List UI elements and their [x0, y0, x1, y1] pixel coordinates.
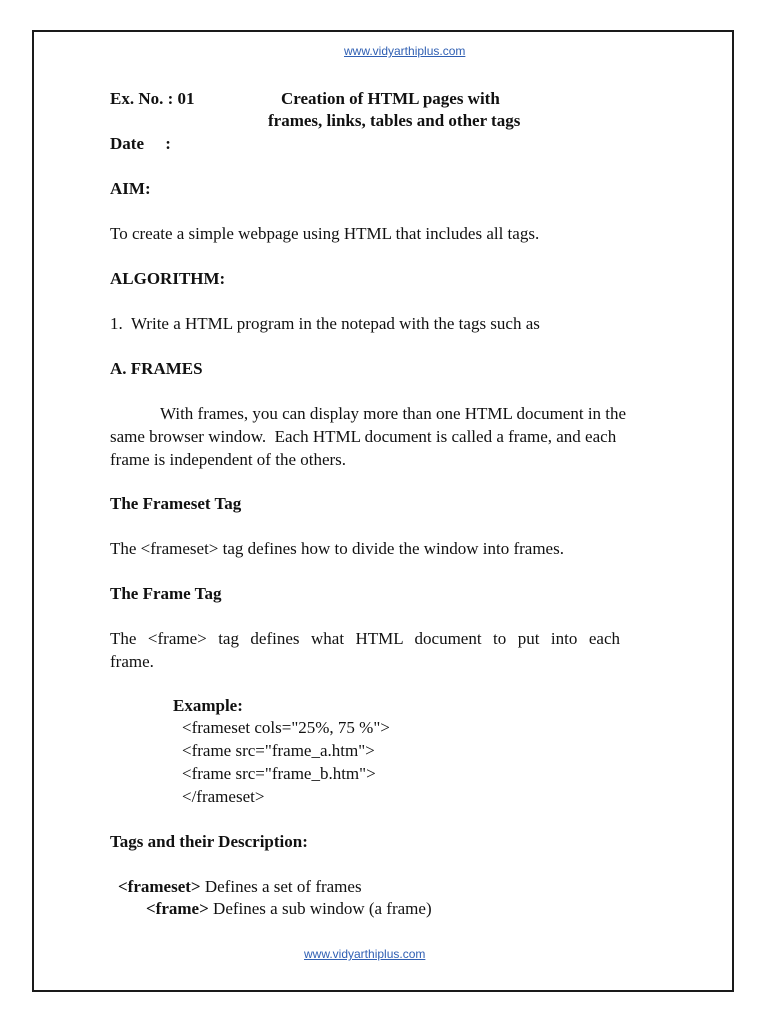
tag-description-item — [118, 875, 362, 898]
example-code-line: <frame src="frame_b.htm"> — [182, 764, 376, 783]
frame-tag-text — [110, 627, 620, 673]
date-label: Date : — [110, 134, 171, 153]
header-link[interactable]: www.vidyarthiplus.com — [344, 44, 466, 58]
tag-description-item — [146, 897, 432, 920]
frames-intro-line2: same browser window. Each HTML document is called a frame, and each — [110, 427, 617, 446]
exercise-title-line2: frames, links, tables and other tags — [268, 111, 521, 130]
example-code-line: <frameset cols="25%, 75 %"> — [182, 718, 390, 737]
tags-description-heading: Tags and their Description: — [110, 832, 308, 851]
aim-heading: AIM: — [110, 179, 151, 198]
algorithm-step1: 1. Write a HTML program in the notepad with the tags such as — [110, 314, 540, 333]
frame-tag-text-line2: frame. — [110, 652, 154, 671]
algorithm-heading: ALGORITHM: — [110, 269, 226, 288]
tag-name: <frameset> — [118, 877, 201, 896]
frames-intro-line1: With frames, you can display more than one HTML document in the — [160, 404, 627, 423]
example-code-line: <frame src="frame_a.htm"> — [182, 741, 375, 760]
exercise-number: Ex. No. : 01 — [110, 89, 195, 108]
tag-desc: Defines a sub window (a frame) — [208, 899, 432, 918]
frames-heading: A. FRAMES — [110, 359, 203, 378]
frame-tag-text-line1: The <frame> tag defines what HTML document to put into each — [110, 629, 620, 648]
tag-desc: Defines a set of frames — [200, 877, 362, 896]
frame-tag-heading: The Frame Tag — [110, 584, 222, 603]
frames-intro-line3: frame is independent of the others. — [110, 450, 347, 469]
frameset-tag-text: The <frameset> tag defines how to divide the window into frames. — [110, 539, 564, 558]
example-heading: Example: — [173, 696, 243, 715]
frameset-tag-heading: The Frameset Tag — [110, 494, 242, 513]
footer-link[interactable]: www.vidyarthiplus.com — [304, 947, 426, 961]
aim-text: To create a simple webpage using HTML that includes all tags. — [110, 224, 540, 243]
frames-intro — [110, 402, 658, 471]
example-code-line: </frameset> — [182, 787, 265, 806]
tag-name: <frame> — [146, 899, 209, 918]
exercise-title-line1: Creation of HTML pages with — [281, 89, 500, 108]
